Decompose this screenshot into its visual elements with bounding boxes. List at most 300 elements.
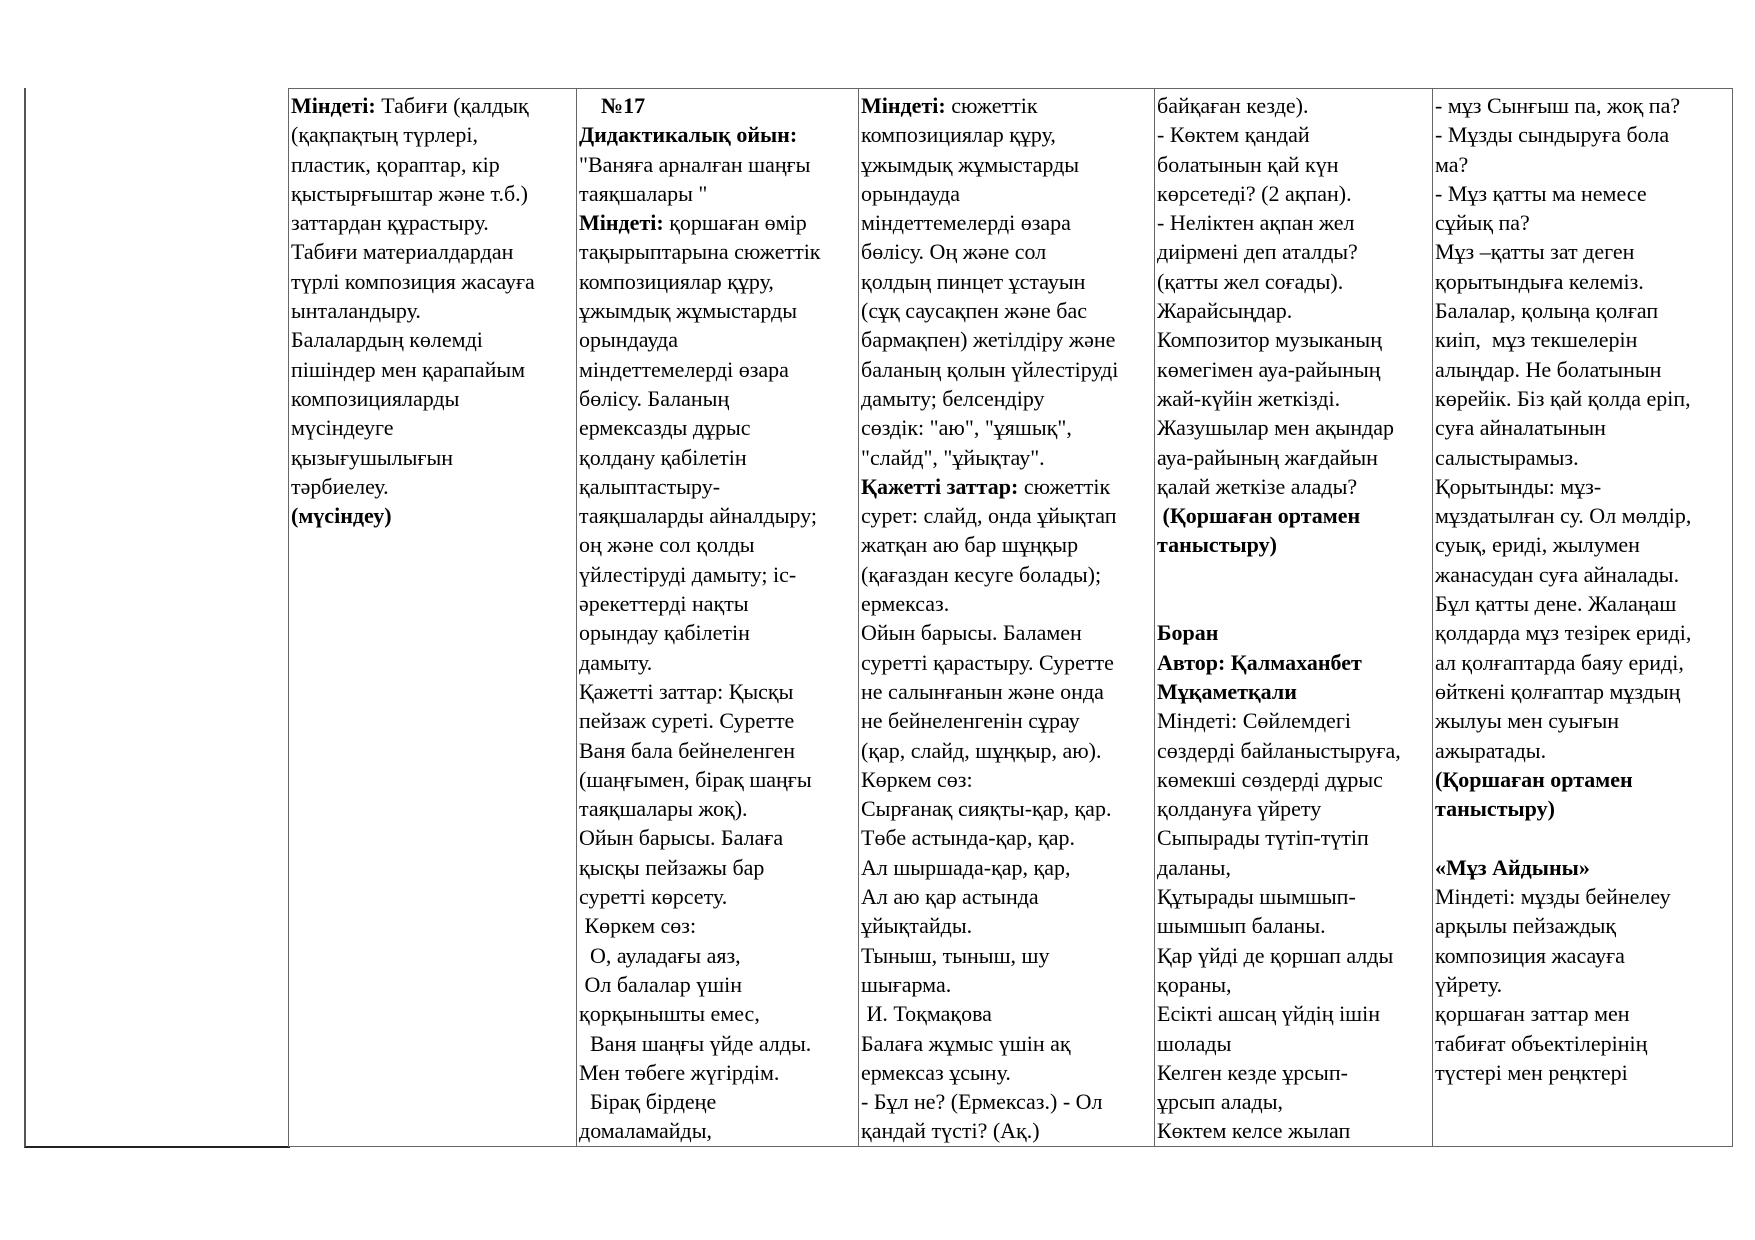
text: ынталандыру. — [291, 298, 421, 324]
text: композиция жасауға — [1435, 942, 1625, 968]
text: пейзаж суреті. Суретте — [579, 708, 795, 734]
text-line — [579, 150, 858, 179]
text-line — [291, 296, 576, 325]
text: Есікті ашсаң үйдің ішін — [1157, 1001, 1381, 1027]
text: Ойын барысы. Балаға — [579, 825, 784, 851]
text-line — [579, 648, 858, 677]
text: не салынғанын және онда — [861, 678, 1104, 704]
text-line — [579, 91, 858, 120]
text-line — [579, 911, 858, 940]
text-line — [861, 501, 1154, 530]
text: бөлісу. Баланың — [579, 385, 730, 411]
text-line — [861, 618, 1154, 647]
text: қолдарда мұз тезірек ериді, — [1435, 620, 1692, 646]
text-line — [861, 208, 1154, 237]
text: ұжымдық жұмыстарды — [579, 298, 798, 324]
text-line — [1157, 941, 1432, 970]
text-line — [1157, 560, 1432, 589]
text: - Неліктен ақпан жел — [1157, 210, 1355, 236]
text-line — [579, 501, 858, 530]
text: қандай түсті? (Ақ.) — [861, 1118, 1040, 1144]
text: Ал аю қар астында — [861, 884, 1039, 910]
text-line — [1157, 1116, 1432, 1145]
text-line — [579, 882, 858, 911]
text-line — [579, 970, 858, 999]
text-line — [579, 618, 858, 647]
text-line — [1435, 706, 1732, 735]
text-line — [1435, 941, 1732, 970]
text-line — [1157, 150, 1432, 179]
text: - Мұзды сындыруға бола — [1435, 122, 1670, 148]
text: Құтырады шымшып- — [1157, 884, 1356, 910]
text-line — [291, 120, 576, 149]
text-line — [1157, 501, 1432, 530]
bold-text: Мұқаметқали — [1157, 678, 1297, 704]
text-line — [291, 443, 576, 472]
text: қорқынышты емес, — [579, 1001, 760, 1027]
text-line — [1157, 823, 1432, 852]
text-line — [1435, 560, 1732, 589]
text: "слайд", "ұйықтау". — [861, 444, 1045, 470]
text-line — [579, 823, 858, 852]
text-line — [1435, 384, 1732, 413]
text: Көркем сөз: — [579, 913, 697, 939]
text-line — [1435, 237, 1732, 266]
text: Тыныш, тыныш, шу — [861, 942, 1050, 968]
text: (сұқ саусақпен және бас — [861, 298, 1087, 324]
text-line — [1157, 472, 1432, 501]
text-line — [861, 150, 1154, 179]
text: ұжымдық жұмыстарды — [861, 151, 1080, 177]
text-line — [579, 1087, 858, 1116]
text: киіп, мұз текшелерін — [1435, 327, 1638, 353]
text-line — [1157, 443, 1432, 472]
text: қызығушылығын — [291, 444, 454, 470]
text-line — [861, 179, 1154, 208]
text: Жазушылар мен ақындар — [1157, 415, 1395, 441]
text: орындау қабілетін — [579, 620, 750, 646]
text: - Көктем қандай — [1157, 122, 1310, 148]
text-line — [861, 999, 1154, 1028]
text: қолдың пинцет ұстауын — [861, 268, 1086, 294]
text: ермексазды дұрыс — [579, 415, 751, 441]
text: Келген кезде ұрсып- — [1157, 1059, 1348, 1085]
table-cell — [577, 89, 859, 1147]
text-line — [861, 325, 1154, 354]
text-line — [579, 765, 858, 794]
text-line — [1435, 208, 1732, 237]
table-row — [289, 89, 1733, 1147]
bold-text: «Мұз Айдыны» — [1435, 854, 1590, 880]
text: көрсетеді? (2 ақпан). — [1157, 180, 1352, 206]
text: түрлі композиция жасауға — [291, 268, 535, 294]
text: Мен төбеге жүгірдім. — [579, 1059, 780, 1085]
text-line — [579, 296, 858, 325]
text: (қағаздан кесуге болады); — [861, 561, 1102, 587]
text: жай-күйін жеткізді. — [1157, 385, 1341, 411]
text: орындауда — [861, 180, 960, 206]
bold-text: Қажетті заттар: — [861, 473, 1019, 499]
text: қолдануға үйрету — [1157, 796, 1322, 822]
text-line — [579, 179, 858, 208]
text: ал қолғаптарда баяу ериді, — [1435, 649, 1684, 675]
text: Міндеті: Сөйлемдегі — [1157, 708, 1351, 734]
text: бармақпен) жетілдіру және — [861, 327, 1116, 353]
text-line — [1435, 765, 1732, 794]
text: Балалар, қолыңа қолғап — [1435, 298, 1659, 324]
text-line — [1435, 530, 1732, 559]
text-line — [291, 325, 576, 354]
text-line — [1435, 853, 1732, 882]
text-line — [1435, 443, 1732, 472]
text: Композитор музыканың — [1157, 327, 1382, 353]
text-line — [1435, 589, 1732, 618]
text: қоршаған заттар мен — [1435, 1001, 1630, 1027]
text: - Мұз қатты ма немесе — [1435, 180, 1647, 206]
text-line — [579, 443, 858, 472]
text-line — [1157, 179, 1432, 208]
text-line — [1157, 970, 1432, 999]
text-line — [579, 384, 858, 413]
text: композицияларды — [291, 385, 460, 411]
text-line — [1435, 970, 1732, 999]
text: суық, ериді, жылумен — [1435, 532, 1640, 558]
text-line — [1157, 765, 1432, 794]
text-line — [861, 413, 1154, 442]
bold-text: таныстыру) — [1435, 796, 1555, 822]
text: суретті қарастыру. Суретте — [861, 649, 1114, 675]
table-cell — [859, 89, 1155, 1147]
text-line — [291, 501, 576, 530]
text-line — [1157, 706, 1432, 735]
text-line — [1157, 677, 1432, 706]
text: ұйықтайды. — [861, 913, 973, 939]
text-line — [861, 91, 1154, 120]
text: Балаға жұмыс үшін ақ — [861, 1030, 1071, 1056]
text: Міндеті: мұзды бейнелеу — [1435, 884, 1671, 910]
text: сұйық па? — [1435, 210, 1530, 236]
text-line — [861, 1058, 1154, 1087]
text-line — [1157, 237, 1432, 266]
text: суға айналатынын — [1435, 415, 1606, 441]
text-line — [291, 91, 576, 120]
text-line — [1157, 413, 1432, 442]
text-line — [1435, 296, 1732, 325]
text-line — [861, 706, 1154, 735]
text-line — [1157, 794, 1432, 823]
text-line — [1157, 911, 1432, 940]
bold-text: Боран — [1157, 620, 1219, 646]
bold-text: №17 — [579, 93, 646, 118]
text-line — [1157, 853, 1432, 882]
text: композициялар құру, — [861, 122, 1056, 148]
text-line — [861, 677, 1154, 706]
text: көмекші сөздерді дұрыс — [1157, 766, 1383, 792]
text-line — [1435, 150, 1732, 179]
text-line — [1157, 882, 1432, 911]
bold-text: (мүсіндеу) — [291, 503, 392, 529]
text-line — [861, 267, 1154, 296]
bold-text: (Қоршаған ортамен — [1435, 766, 1633, 792]
text: "Ваняға арналған шаңғы — [579, 151, 811, 177]
text: шымшып баланы. — [1157, 913, 1326, 939]
text-line — [291, 413, 576, 442]
text: қалыптастыру- — [579, 473, 721, 499]
text-line — [291, 179, 576, 208]
text: жылуы мен суығын — [1435, 708, 1620, 734]
text-line — [1157, 325, 1432, 354]
text-line — [579, 677, 858, 706]
text-line — [579, 413, 858, 442]
text: ермексаз ұсыну. — [861, 1059, 1011, 1085]
bold-text: (Қоршаған ортамен — [1157, 503, 1361, 529]
text-line — [291, 355, 576, 384]
text: жатқан аю бар шұңқыр — [861, 532, 1079, 558]
text-line — [861, 1087, 1154, 1116]
text: пішіндер мен қарапайым — [291, 356, 526, 382]
text-line — [291, 150, 576, 179]
text-line — [1435, 648, 1732, 677]
text: композициялар құру, — [579, 268, 774, 294]
text-line — [861, 794, 1154, 823]
text: жанасудан суға айналады. — [1435, 561, 1680, 587]
text: болатынын қай күн — [1157, 151, 1339, 177]
text-line — [1157, 296, 1432, 325]
text: ауа-райының жағдайын — [1157, 444, 1378, 470]
text: көрейік. Біз қай қолда еріп, — [1435, 385, 1691, 411]
text-line — [579, 530, 858, 559]
text: міндеттемелерді өзара — [861, 210, 1071, 236]
text: әрекеттерді нақты — [579, 591, 749, 617]
text: Қорытынды: мұз- — [1435, 473, 1602, 499]
text: пластик, қораптар, кір — [291, 151, 500, 177]
text-line — [1157, 355, 1432, 384]
text: тәрбиелеу. — [291, 473, 389, 499]
text-line — [861, 823, 1154, 852]
text: үйлестіруді дамыту; іс- — [579, 561, 797, 587]
text-line — [291, 208, 576, 237]
text: Ойын барысы. Баламен — [861, 620, 1082, 646]
text: қыстырғыштар және т.б.) — [291, 180, 529, 206]
text: баланың қолын үйлестіруді — [861, 356, 1119, 382]
text: орындауда — [579, 327, 678, 353]
text-line — [579, 325, 858, 354]
text: Жарайсыңдар. — [1157, 298, 1293, 324]
text-line — [1435, 736, 1732, 765]
text-line — [579, 1116, 858, 1145]
text: оң және сол қолды — [579, 532, 755, 558]
text-line — [1157, 589, 1432, 618]
text: таяқшалары " — [579, 180, 708, 206]
text: даланы, — [1157, 854, 1231, 880]
text-line — [1157, 999, 1432, 1028]
text: таяқшалары жоқ). — [579, 796, 748, 822]
text: мүсіндеуге — [291, 415, 394, 441]
text: И. Тоқмақова — [861, 1001, 992, 1027]
bold-text: Міндеті: — [291, 93, 376, 118]
text-line — [861, 589, 1154, 618]
text-line — [1435, 618, 1732, 647]
text: табиғат объектілерінің — [1435, 1030, 1648, 1056]
text-line — [579, 208, 858, 237]
text-line — [579, 267, 858, 296]
text: Ол балалар үшін — [579, 971, 743, 997]
text: - мұз Сынғыш па, жоқ па? — [1435, 93, 1681, 118]
text: сюжеттік — [1018, 473, 1111, 499]
text: мұздатылған су. Ол мөлдір, — [1435, 503, 1692, 529]
text: сурет: слайд, онда ұйықтап — [861, 503, 1117, 529]
text-line — [861, 970, 1154, 999]
text: түстері мен реңктері — [1435, 1059, 1628, 1085]
text: көмегімен ауа-райының — [1157, 356, 1381, 382]
text: салыстырамыз. — [1435, 444, 1579, 470]
text: қалай жеткізе алады? — [1157, 473, 1358, 499]
text-line — [579, 736, 858, 765]
lesson-plan-table — [288, 88, 1733, 1147]
text: таяқшаларды айналдыру; — [579, 503, 818, 529]
text: О, ауладағы аяз, — [579, 942, 741, 968]
text-line — [1157, 1087, 1432, 1116]
text: суретті көрсету. — [579, 884, 728, 910]
text: Табиғи (қалдық — [375, 93, 529, 118]
text-line — [861, 472, 1154, 501]
text: алыңдар. Не болатынын — [1435, 356, 1662, 382]
text: қоршаған өмір — [663, 210, 807, 236]
bold-text: Міндеті: — [861, 93, 946, 118]
text-line — [861, 1029, 1154, 1058]
text-line — [579, 472, 858, 501]
text-line — [1157, 267, 1432, 296]
text-line — [1435, 794, 1732, 823]
text: Табиғи материалдардан — [291, 239, 514, 265]
text-line — [579, 560, 858, 589]
text: Балалардың көлемді — [291, 327, 483, 353]
text-line — [1157, 648, 1432, 677]
text: Сыпырады түтіп-түтіп — [1157, 825, 1369, 851]
text-line — [291, 384, 576, 413]
text: (шаңғымен, бірақ шаңғы — [579, 766, 812, 792]
text-line — [861, 384, 1154, 413]
text: Қар үйді де қоршап алды — [1157, 942, 1394, 968]
text-line — [1435, 179, 1732, 208]
text: өйткені қолғаптар мұздың — [1435, 678, 1681, 704]
text: сөздік: "аю", "ұяшық", — [861, 415, 1072, 441]
bold-text: Міндеті: — [579, 210, 664, 236]
text: диірмені деп аталды? — [1157, 239, 1358, 265]
text-line — [861, 560, 1154, 589]
text: шолады — [1157, 1030, 1232, 1056]
text-line — [1435, 823, 1732, 852]
text-line — [579, 794, 858, 823]
table-cell — [1155, 89, 1433, 1147]
text-line — [1435, 882, 1732, 911]
text: (қақпақтың түрлері, — [291, 122, 479, 148]
text-line — [579, 853, 858, 882]
table-cell — [289, 89, 577, 1147]
text-line — [1435, 501, 1732, 530]
table-first-column — [24, 88, 290, 1148]
text: міндеттемелерді өзара — [579, 356, 789, 382]
text: ұрсып алады, — [1157, 1089, 1283, 1115]
text: бөлісу. Оң және сол — [861, 239, 1047, 265]
text: заттардан құрастыру. — [291, 210, 489, 236]
text-line — [579, 706, 858, 735]
text: ма? — [1435, 151, 1469, 177]
text-line — [1435, 472, 1732, 501]
text: үйрету. — [1435, 971, 1503, 997]
text: ермексаз. — [861, 591, 950, 617]
text-line — [1157, 530, 1432, 559]
text: не бейнеленгенін сұрау — [861, 708, 1080, 734]
text-line — [861, 736, 1154, 765]
text: (қар, слайд, шұңқыр, аю). — [861, 737, 1102, 763]
text-line — [291, 267, 576, 296]
text: Сырғанақ сияқты-қар, қар. — [861, 796, 1112, 822]
text-line — [861, 648, 1154, 677]
text-line — [1157, 1058, 1432, 1087]
text-line — [1157, 1029, 1432, 1058]
text: Ваня бала бейнеленген — [579, 737, 795, 763]
text-line — [579, 355, 858, 384]
text: сөздерді байланыстыруға, — [1157, 737, 1401, 763]
text: дамыту. — [579, 649, 653, 675]
text: Ал шыршада-қар, қар, — [861, 854, 1071, 880]
text-line — [1157, 208, 1432, 237]
text: қысқы пейзажы бар — [579, 854, 765, 880]
text: Төбе астында-қар, қар. — [861, 825, 1075, 851]
text: (қатты жел соғады). — [1157, 268, 1344, 294]
text-line — [1157, 384, 1432, 413]
text-line — [861, 355, 1154, 384]
text-line — [1435, 413, 1732, 442]
text-line — [861, 296, 1154, 325]
text-line — [579, 941, 858, 970]
text-line — [1435, 677, 1732, 706]
text-line — [861, 237, 1154, 266]
text: Бірақ бірдеңе — [579, 1089, 717, 1115]
text-line — [861, 941, 1154, 970]
text-line — [1435, 999, 1732, 1028]
text: тақырыптарына сюжеттік — [579, 239, 821, 265]
text-line — [1435, 267, 1732, 296]
text-line — [861, 882, 1154, 911]
text-line — [291, 472, 576, 501]
text-line — [861, 911, 1154, 940]
text-line — [579, 999, 858, 1028]
text-line — [1157, 736, 1432, 765]
text-line — [861, 120, 1154, 149]
table-cell — [1433, 89, 1733, 1147]
bold-text: Автор: Қалмаханбет — [1157, 649, 1362, 675]
text-line — [861, 765, 1154, 794]
text-line — [861, 1116, 1154, 1145]
text: Қажетті заттар: Қысқы — [579, 678, 794, 704]
text: сюжеттік — [945, 93, 1038, 118]
text-line — [1435, 1029, 1732, 1058]
text-line — [1435, 91, 1732, 120]
text: - Бұл не? (Ермексаз.) - Ол — [861, 1089, 1103, 1115]
text-line — [861, 530, 1154, 559]
text: Мұз –қатты зат деген — [1435, 239, 1635, 265]
text-line — [1157, 91, 1432, 120]
text-line — [579, 237, 858, 266]
text-line — [579, 120, 858, 149]
text-line — [291, 237, 576, 266]
text: қораны, — [1157, 971, 1232, 997]
text: Көктем келсе жылап — [1157, 1118, 1351, 1144]
text: Көркем сөз: — [861, 766, 973, 792]
text: арқылы пейзаждық — [1435, 913, 1617, 939]
